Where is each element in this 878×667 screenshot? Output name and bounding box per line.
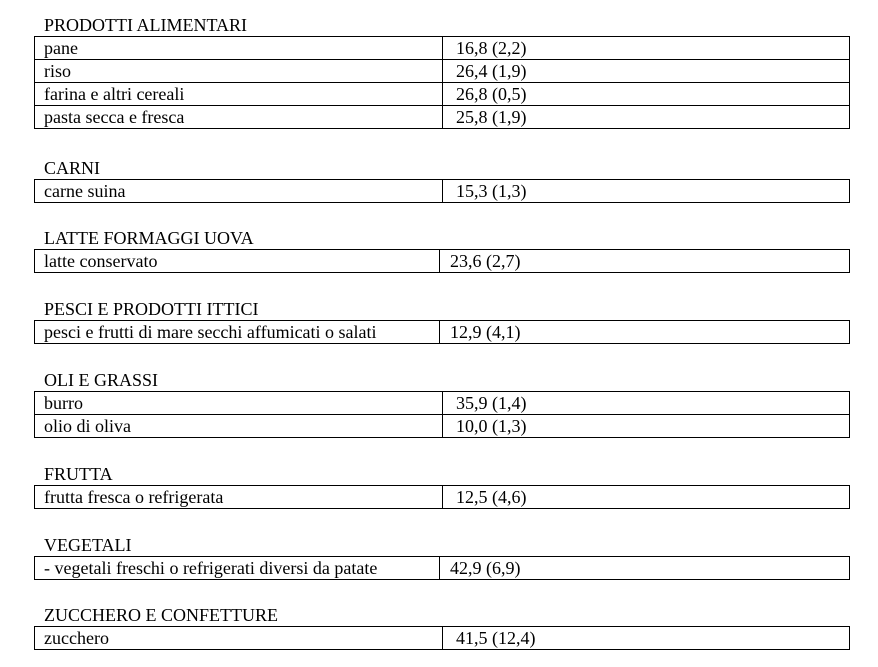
- row-label: carne suina: [35, 180, 443, 203]
- section-oli-grassi: [34, 369, 850, 438]
- row-label: frutta fresca o refrigerata: [35, 486, 443, 509]
- table-row: [35, 392, 850, 415]
- section-frutta: [34, 463, 850, 509]
- section-zucchero-confetture: [34, 604, 850, 650]
- section-title: PESCI E PRODOTTI ITTICI: [44, 299, 259, 319]
- table-row: [35, 557, 850, 580]
- row-label: zucchero: [35, 627, 443, 650]
- row-value: 26,8 (0,5): [443, 83, 850, 106]
- section-table: [34, 320, 850, 344]
- table-row: [35, 415, 850, 438]
- section-title: FRUTTA: [44, 464, 113, 484]
- table-row: [35, 180, 850, 203]
- row-value: 15,3 (1,3): [443, 180, 850, 203]
- row-value: 42,9 (6,9): [440, 557, 850, 580]
- row-value: 25,8 (1,9): [443, 106, 850, 129]
- section-table: [34, 249, 850, 273]
- table-row: [35, 83, 850, 106]
- table-row: [35, 321, 850, 344]
- section-vegetali: [34, 534, 850, 580]
- row-value: 10,0 (1,3): [443, 415, 850, 438]
- section-title: ZUCCHERO E CONFETTURE: [44, 605, 278, 625]
- row-label: pane: [35, 37, 443, 60]
- row-label: riso: [35, 60, 443, 83]
- section-prodotti-alimentari: [34, 14, 850, 129]
- row-label: burro: [35, 392, 443, 415]
- section-table: [34, 485, 850, 509]
- row-label: pasta secca e fresca: [35, 106, 443, 129]
- row-value: 41,5 (12,4): [443, 627, 850, 650]
- section-title: VEGETALI: [44, 535, 132, 555]
- table-row: [35, 627, 850, 650]
- table-row: [35, 486, 850, 509]
- section-table: [34, 556, 850, 580]
- section-table: [34, 391, 850, 438]
- section-carni: [34, 157, 850, 203]
- section-table: [34, 179, 850, 203]
- row-label: - vegetali freschi o refrigerati diversi da patate: [35, 557, 440, 580]
- section-title: OLI E GRASSI: [44, 370, 159, 390]
- row-label: olio di oliva: [35, 415, 443, 438]
- section-table: [34, 626, 850, 650]
- row-label: farina e altri cereali: [35, 83, 443, 106]
- row-value: 26,4 (1,9): [443, 60, 850, 83]
- row-value: 12,5 (4,6): [443, 486, 850, 509]
- row-value: 35,9 (1,4): [443, 392, 850, 415]
- row-value: 16,8 (2,2): [443, 37, 850, 60]
- section-latte-formaggi-uova: [34, 227, 850, 273]
- row-value: 23,6 (2,7): [440, 250, 850, 273]
- row-label: pesci e frutti di mare secchi affumicati o salati: [35, 321, 440, 344]
- section-title: PRODOTTI ALIMENTARI: [44, 15, 248, 35]
- section-title: LATTE FORMAGGI UOVA: [44, 228, 254, 248]
- table-row: [35, 250, 850, 273]
- table-row: [35, 106, 850, 129]
- table-row: [35, 60, 850, 83]
- row-value: 12,9 (4,1): [440, 321, 850, 344]
- section-pesci-prodotti-ittici: [34, 298, 850, 344]
- table-row: [35, 37, 850, 60]
- row-label: latte conservato: [35, 250, 440, 273]
- section-table: [34, 36, 850, 129]
- section-title: CARNI: [44, 158, 101, 178]
